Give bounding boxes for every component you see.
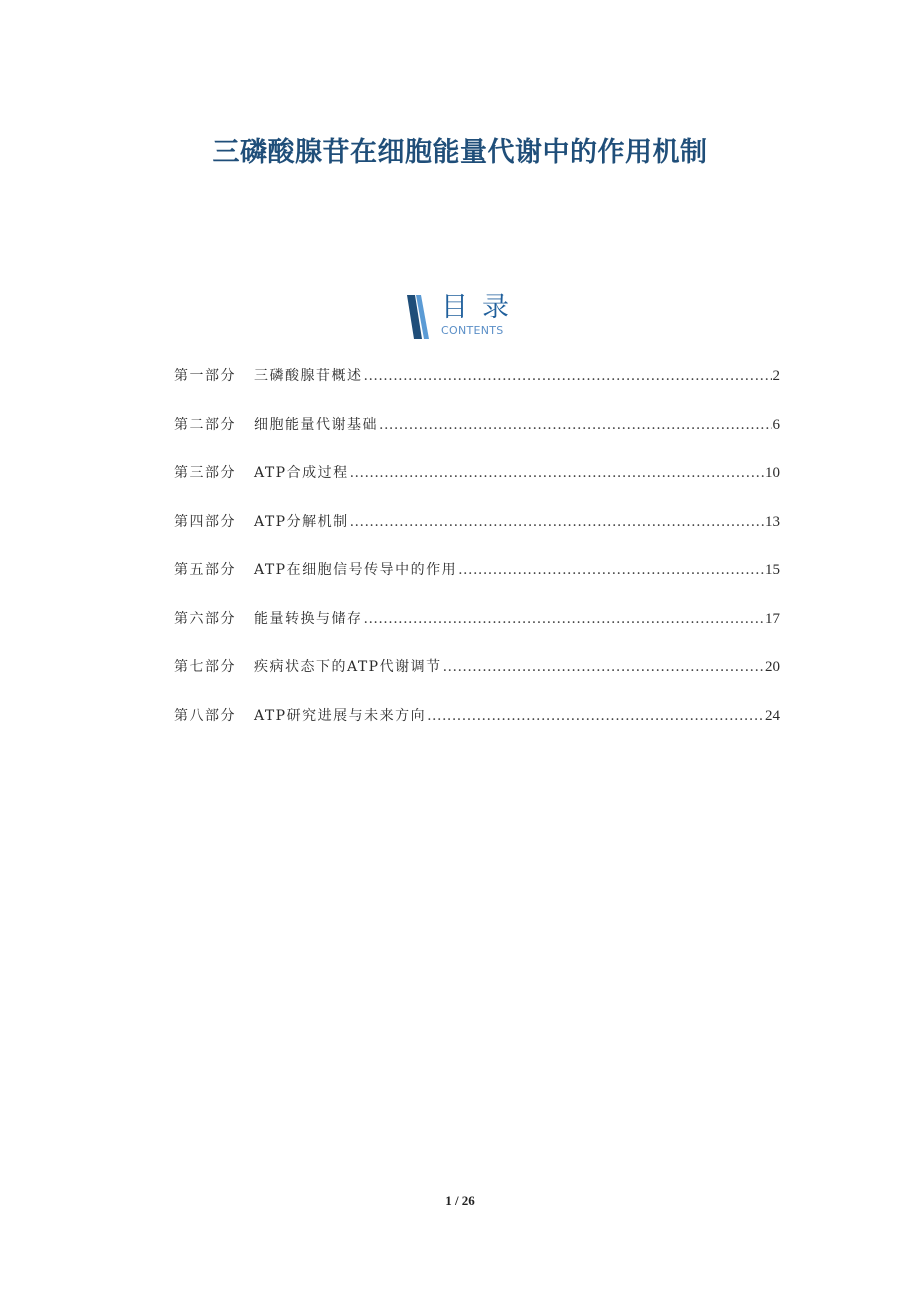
toc-entry-title: 疾病状态下的ATP代谢调节	[254, 659, 442, 675]
toc-entry-title: 细胞能量代谢基础	[254, 416, 378, 433]
toc-heading-subtitle: CONTENTS	[441, 324, 504, 337]
toc-heading	[405, 292, 535, 340]
toc-entry-page: 10	[765, 465, 780, 481]
toc-entry[interactable]	[174, 512, 780, 561]
toc-heading-title: 目录	[441, 292, 523, 323]
toc-entry-page: 20	[765, 659, 780, 675]
toc-entry-part: 第三部分	[174, 465, 236, 481]
toc-entry-part: 第二部分	[174, 416, 236, 433]
toc-dot-leader	[443, 657, 764, 677]
toc-dot-leader	[458, 560, 764, 580]
toc-entry-title: ATP分解机制	[254, 513, 349, 530]
toc-dot-leader	[379, 415, 772, 435]
toc-entry-page: 6	[772, 416, 780, 433]
toc-entry-page: 13	[765, 513, 780, 530]
toc-entry-title: ATP研究进展与未来方向	[254, 707, 427, 724]
toc-entry-part: 第七部分	[174, 659, 236, 675]
toc-entry[interactable]	[174, 657, 780, 706]
toc-entry-title: 三磷酸腺苷概述	[254, 368, 363, 384]
toc-entry[interactable]	[174, 609, 780, 658]
toc-entry-part: 第六部分	[174, 610, 236, 627]
toc-dot-leader	[364, 366, 772, 386]
toc-logo-icon	[405, 295, 431, 339]
toc-entry-part: 第四部分	[174, 513, 236, 530]
toc-entry[interactable]	[174, 415, 780, 464]
toc-entry[interactable]	[174, 366, 780, 415]
toc-dot-leader	[427, 706, 764, 726]
toc-dot-leader	[364, 609, 765, 629]
toc-entry-page: 2	[772, 368, 780, 384]
toc-entry-title: 能量转换与储存	[254, 610, 363, 627]
toc-entry[interactable]	[174, 463, 780, 512]
table-of-contents	[174, 366, 780, 754]
toc-entry-title: ATP在细胞信号传导中的作用	[254, 562, 458, 578]
toc-entry-page: 24	[765, 707, 780, 724]
toc-entry-part: 第五部分	[174, 562, 236, 578]
toc-entry-page: 17	[765, 610, 780, 627]
toc-entry[interactable]	[174, 560, 780, 609]
page-number-footer: 1 / 26	[445, 1193, 475, 1208]
toc-dot-leader	[350, 463, 764, 483]
toc-entry-page: 15	[765, 562, 780, 578]
document-title: 三磷酸腺苷在细胞能量代谢中的作用机制	[212, 137, 708, 169]
toc-entry-part: 第一部分	[174, 368, 236, 384]
toc-dot-leader	[350, 512, 764, 532]
toc-entry-title: ATP合成过程	[254, 465, 349, 481]
toc-entry[interactable]	[174, 706, 780, 755]
toc-entry-part: 第八部分	[174, 707, 236, 724]
